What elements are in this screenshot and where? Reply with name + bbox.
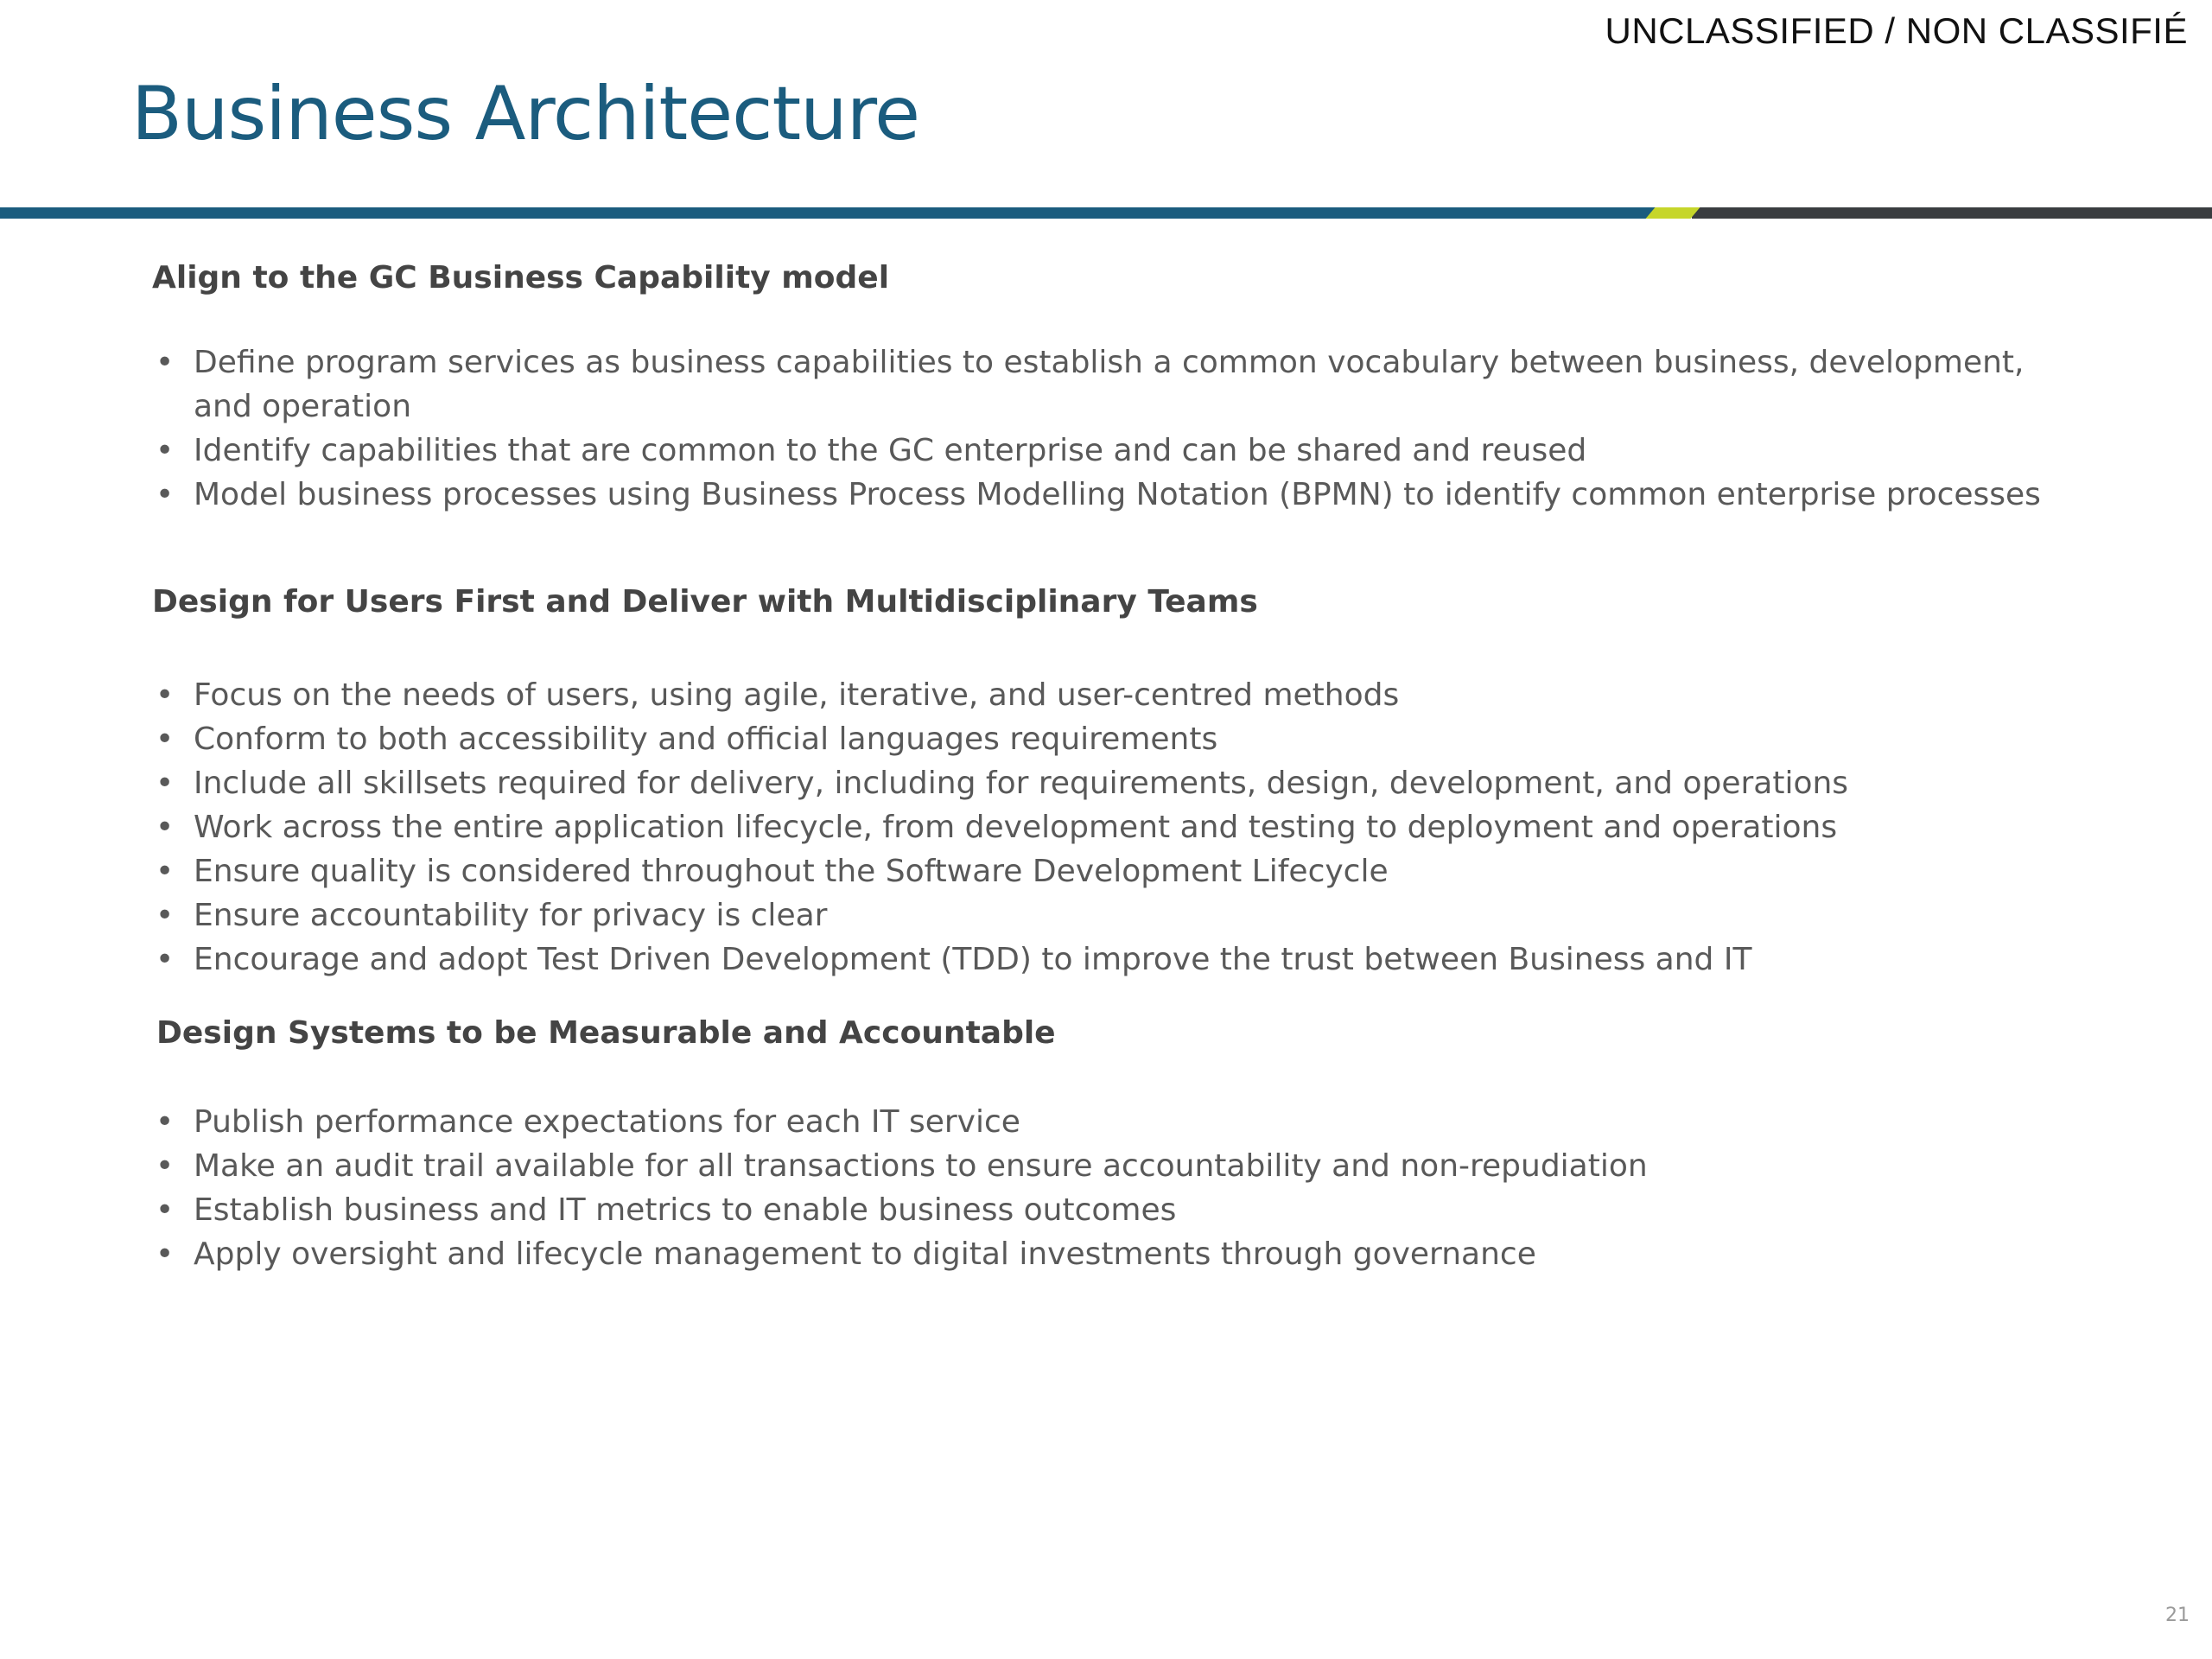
bullet-icon: •: [156, 433, 175, 468]
bullet-item: [152, 340, 2088, 429]
bullet-icon: •: [156, 477, 175, 512]
bullet-icon: •: [156, 854, 175, 889]
bullet-item: [152, 761, 2088, 805]
bullet-item: [152, 805, 2088, 849]
bullet-text: Apply oversight and lifecycle management to digital investments through governance: [194, 1236, 1536, 1272]
bullet-list: [152, 673, 2088, 982]
bullet-text: Encourage and adopt Test Driven Development (TDD) to improve the trust between Business and IT: [194, 942, 1752, 977]
bullet-item: [152, 717, 2088, 761]
bullet-icon: •: [156, 1104, 175, 1140]
bullet-item: [152, 893, 2088, 938]
bullet-text: Ensure quality is considered throughout the Software Development Lifecycle: [194, 854, 1389, 889]
bullet-text: Model business processes using Business Process Modelling Notation (BPMN) to identify common enterprise processes: [194, 477, 2041, 512]
bullet-text: Work across the entire application lifecycle, from development and testing to deployment and operations: [194, 810, 1838, 845]
bullet-text: Focus on the needs of users, using agile, iterative, and user-centred methods: [194, 677, 1400, 713]
bullet-item: [152, 1144, 2088, 1188]
section-users-first: [152, 580, 2088, 982]
bullet-item: [152, 429, 2088, 473]
bullet-text: Define program services as business capabilities to establish a common vocabulary between business, development, and operation: [194, 345, 2024, 424]
bullet-item: [152, 673, 2088, 717]
bullet-icon: •: [156, 810, 175, 845]
bullet-icon: •: [156, 898, 175, 933]
slide-title: Business Architecture: [131, 71, 920, 157]
bullet-icon: •: [156, 677, 175, 713]
bullet-list: [152, 1100, 2088, 1276]
header-divider-accent: [1646, 207, 1700, 219]
bullet-text: Establish business and IT metrics to enable business outcomes: [194, 1192, 1177, 1228]
classification-label: UNCLASSIFIED / NON CLASSIFIÉ: [1605, 10, 2188, 51]
bullet-icon: •: [156, 721, 175, 757]
bullet-list: [152, 340, 2088, 517]
bullet-item: [152, 1232, 2088, 1276]
page-number: 21: [2165, 1605, 2190, 1626]
bullet-text: Include all skillsets required for delivery, including for requirements, design, development, and operations: [194, 766, 1849, 801]
bullet-icon: •: [156, 1148, 175, 1184]
bullet-icon: •: [156, 1192, 175, 1228]
bullet-icon: •: [156, 345, 175, 380]
header-divider: [0, 207, 2212, 219]
section-business-capability: [152, 256, 2088, 517]
bullet-text: Identify capabilities that are common to the GC enterprise and can be shared and reused: [194, 433, 1587, 468]
bullet-icon: •: [156, 766, 175, 801]
slide-content: [152, 256, 2088, 1276]
bullet-text: Publish performance expectations for each IT service: [194, 1104, 1020, 1140]
bullet-text: Conform to both accessibility and official languages requirements: [194, 721, 1218, 757]
bullet-item: [152, 1188, 2088, 1232]
bullet-item: [152, 938, 2088, 982]
header-divider-primary: [0, 207, 1663, 219]
bullet-text: Make an audit trail available for all transactions to ensure accountability and non-repudiation: [194, 1148, 1648, 1184]
bullet-icon: •: [156, 942, 175, 977]
bullet-item: [152, 1100, 2088, 1144]
section-heading: Align to the GC Business Capability model: [152, 260, 890, 296]
header-divider-dark: [1692, 207, 2212, 219]
bullet-item: [152, 849, 2088, 893]
section-heading: Design Systems to be Measurable and Accountable: [156, 1015, 1056, 1051]
bullet-icon: •: [156, 1236, 175, 1272]
section-measurable-accountable: [152, 1011, 2088, 1276]
bullet-text: Ensure accountability for privacy is clear: [194, 898, 828, 933]
bullet-item: [152, 473, 2088, 517]
section-heading: Design for Users First and Deliver with Multidisciplinary Teams: [152, 584, 1258, 620]
